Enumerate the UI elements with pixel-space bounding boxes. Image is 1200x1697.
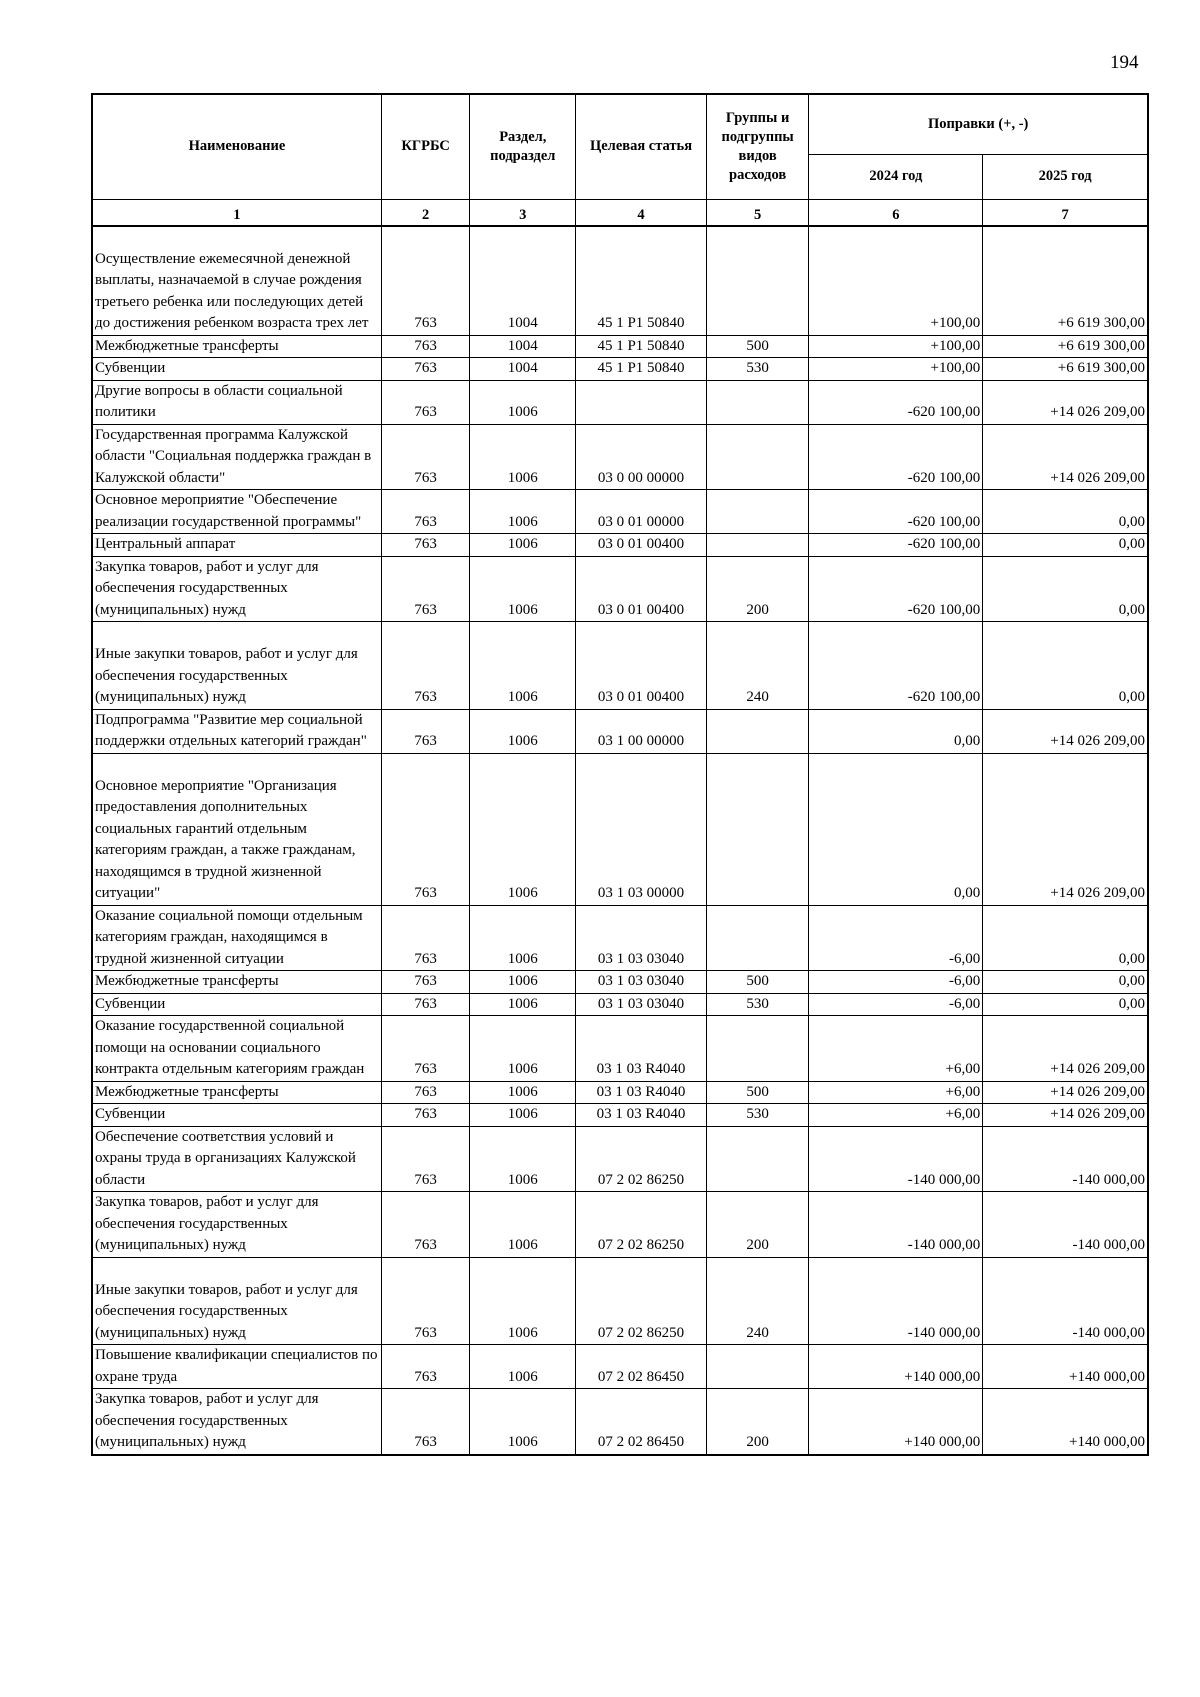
column-number: 1	[92, 199, 381, 226]
table-row	[92, 490, 1148, 534]
row-target: 03 1 03 03040	[576, 905, 707, 971]
row-section: 1006	[470, 905, 576, 971]
row-amount-2025: +14 026 209,00	[983, 1104, 1148, 1127]
row-target: 45 1 Р1 50840	[576, 358, 707, 381]
row-group	[706, 1016, 809, 1082]
row-section: 1006	[470, 1016, 576, 1082]
row-section: 1006	[470, 1257, 576, 1345]
budget-table	[91, 93, 1149, 1456]
table-header	[92, 94, 1148, 226]
row-group	[706, 424, 809, 490]
row-amount-2024: +6,00	[809, 1081, 983, 1104]
row-amount-2024: +140 000,00	[809, 1389, 983, 1455]
row-section: 1006	[470, 424, 576, 490]
header-year-2025: 2025 год	[983, 154, 1148, 199]
row-amount-2024: +6,00	[809, 1104, 983, 1127]
row-group: 530	[706, 993, 809, 1016]
row-amount-2025: 0,00	[983, 971, 1148, 994]
row-section: 1006	[470, 993, 576, 1016]
row-target: 03 1 03 R4040	[576, 1081, 707, 1104]
header-groups: Группы и подгруппы видов расходов	[706, 94, 809, 199]
column-numbers-row	[92, 199, 1148, 226]
header-amendments: Поправки (+, -)	[809, 94, 1148, 154]
row-target: 03 0 01 00400	[576, 534, 707, 557]
table-row	[92, 358, 1148, 381]
column-number: 5	[706, 199, 809, 226]
row-group: 240	[706, 622, 809, 710]
row-amount-2025: -140 000,00	[983, 1126, 1148, 1192]
table-row	[92, 971, 1148, 994]
row-kgrbs: 763	[381, 709, 470, 753]
row-amount-2025: +14 026 209,00	[983, 709, 1148, 753]
row-target: 07 2 02 86250	[576, 1192, 707, 1258]
header-target: Целевая статья	[576, 94, 707, 199]
row-section: 1006	[470, 971, 576, 994]
row-amount-2025: 0,00	[983, 556, 1148, 622]
row-name: Основное мероприятие "Организация предоставления дополнительных социальных гарантий отдельным категориям граждан, а также гражданам, находящимся в трудной жизненной ситуации"	[92, 753, 381, 905]
row-name: Основное мероприятие "Обеспечение реализации государственной программы"	[92, 490, 381, 534]
row-amount-2024: +100,00	[809, 358, 983, 381]
row-amount-2025: +14 026 209,00	[983, 380, 1148, 424]
row-section: 1006	[470, 753, 576, 905]
table-row	[92, 1126, 1148, 1192]
row-amount-2025: 0,00	[983, 905, 1148, 971]
column-number: 3	[470, 199, 576, 226]
row-section: 1006	[470, 534, 576, 557]
row-kgrbs: 763	[381, 753, 470, 905]
row-group	[706, 380, 809, 424]
table-row	[92, 556, 1148, 622]
row-amount-2024: -620 100,00	[809, 534, 983, 557]
row-section: 1006	[470, 1081, 576, 1104]
column-number: 4	[576, 199, 707, 226]
row-target: 07 2 02 86450	[576, 1345, 707, 1389]
row-amount-2025: +140 000,00	[983, 1345, 1148, 1389]
row-kgrbs: 763	[381, 622, 470, 710]
row-amount-2024: -6,00	[809, 971, 983, 994]
row-kgrbs: 763	[381, 905, 470, 971]
row-target: 07 2 02 86250	[576, 1257, 707, 1345]
row-amount-2025: -140 000,00	[983, 1192, 1148, 1258]
row-target: 03 0 01 00000	[576, 490, 707, 534]
row-target: 03 1 03 03040	[576, 993, 707, 1016]
row-amount-2025: +140 000,00	[983, 1389, 1148, 1455]
row-target	[576, 380, 707, 424]
table-row	[92, 335, 1148, 358]
row-section: 1006	[470, 380, 576, 424]
row-amount-2025: +6 619 300,00	[983, 358, 1148, 381]
row-group: 500	[706, 971, 809, 994]
row-target: 07 2 02 86450	[576, 1389, 707, 1455]
row-name: Закупка товаров, работ и услуг для обеспечения государственных (муниципальных) нужд	[92, 556, 381, 622]
row-name: Закупка товаров, работ и услуг для обеспечения государственных (муниципальных) нужд	[92, 1192, 381, 1258]
row-target: 03 1 03 00000	[576, 753, 707, 905]
table-row	[92, 1389, 1148, 1455]
row-target: 03 1 03 03040	[576, 971, 707, 994]
row-section: 1006	[470, 556, 576, 622]
table-row	[92, 1081, 1148, 1104]
table-row	[92, 1192, 1148, 1258]
table-row	[92, 905, 1148, 971]
column-number: 7	[983, 199, 1148, 226]
row-kgrbs: 763	[381, 380, 470, 424]
row-kgrbs: 763	[381, 335, 470, 358]
row-amount-2024: -140 000,00	[809, 1192, 983, 1258]
row-amount-2025: +14 026 209,00	[983, 424, 1148, 490]
row-amount-2024: -620 100,00	[809, 424, 983, 490]
row-kgrbs: 763	[381, 1389, 470, 1455]
row-amount-2025: +6 619 300,00	[983, 226, 1148, 336]
table-body	[92, 226, 1148, 1455]
table-row	[92, 1016, 1148, 1082]
row-group	[706, 905, 809, 971]
row-group	[706, 709, 809, 753]
row-group: 530	[706, 1104, 809, 1127]
row-name: Закупка товаров, работ и услуг для обеспечения государственных (муниципальных) нужд	[92, 1389, 381, 1455]
row-kgrbs: 763	[381, 971, 470, 994]
row-kgrbs: 763	[381, 993, 470, 1016]
header-kgrbs: КГРБС	[381, 94, 470, 199]
row-name: Оказание социальной помощи отдельным категориям граждан, находящимся в трудной жизненной ситуации	[92, 905, 381, 971]
row-name: Обеспечение соответствия условий и охраны труда в организациях Калужской области	[92, 1126, 381, 1192]
row-kgrbs: 763	[381, 1257, 470, 1345]
row-kgrbs: 763	[381, 556, 470, 622]
table-row	[92, 753, 1148, 905]
table-row	[92, 622, 1148, 710]
row-amount-2025: +14 026 209,00	[983, 1081, 1148, 1104]
table-row	[92, 380, 1148, 424]
row-group: 200	[706, 556, 809, 622]
row-amount-2024: -6,00	[809, 993, 983, 1016]
row-amount-2025: 0,00	[983, 993, 1148, 1016]
row-section: 1004	[470, 335, 576, 358]
row-kgrbs: 763	[381, 226, 470, 336]
row-amount-2025: 0,00	[983, 490, 1148, 534]
row-kgrbs: 763	[381, 1126, 470, 1192]
table-row	[92, 534, 1148, 557]
column-number: 2	[381, 199, 470, 226]
row-amount-2024: 0,00	[809, 753, 983, 905]
row-group	[706, 490, 809, 534]
row-target: 03 1 03 R4040	[576, 1016, 707, 1082]
row-group	[706, 1345, 809, 1389]
row-name: Повышение квалификации специалистов по охране труда	[92, 1345, 381, 1389]
row-target: 03 0 00 00000	[576, 424, 707, 490]
row-group: 530	[706, 358, 809, 381]
page-number: 194	[1110, 52, 1139, 73]
row-amount-2025: 0,00	[983, 622, 1148, 710]
row-name: Субвенции	[92, 1104, 381, 1127]
row-group: 200	[706, 1192, 809, 1258]
row-kgrbs: 763	[381, 1016, 470, 1082]
row-target: 03 1 03 R4040	[576, 1104, 707, 1127]
row-name: Иные закупки товаров, работ и услуг для обеспечения государственных (муниципальных) нужд	[92, 622, 381, 710]
row-amount-2024: -140 000,00	[809, 1257, 983, 1345]
row-name: Межбюджетные трансферты	[92, 1081, 381, 1104]
row-amount-2024: +100,00	[809, 335, 983, 358]
row-kgrbs: 763	[381, 358, 470, 381]
row-amount-2024: -140 000,00	[809, 1126, 983, 1192]
row-amount-2025: +6 619 300,00	[983, 335, 1148, 358]
row-kgrbs: 763	[381, 490, 470, 534]
row-amount-2024: +6,00	[809, 1016, 983, 1082]
row-name: Межбюджетные трансферты	[92, 335, 381, 358]
row-section: 1004	[470, 358, 576, 381]
row-kgrbs: 763	[381, 1104, 470, 1127]
row-name: Субвенции	[92, 358, 381, 381]
row-section: 1006	[470, 1192, 576, 1258]
row-target: 45 1 Р1 50840	[576, 335, 707, 358]
table-row	[92, 226, 1148, 336]
table-row	[92, 424, 1148, 490]
table-row	[92, 1257, 1148, 1345]
table-row	[92, 1104, 1148, 1127]
row-amount-2024: -620 100,00	[809, 380, 983, 424]
row-group	[706, 534, 809, 557]
row-amount-2024: 0,00	[809, 709, 983, 753]
row-section: 1006	[470, 490, 576, 534]
row-name: Государственная программа Калужской области "Социальная поддержка граждан в Калужской области"	[92, 424, 381, 490]
row-kgrbs: 763	[381, 1081, 470, 1104]
row-kgrbs: 763	[381, 1345, 470, 1389]
row-section: 1004	[470, 226, 576, 336]
row-section: 1006	[470, 709, 576, 753]
row-section: 1006	[470, 622, 576, 710]
row-group: 240	[706, 1257, 809, 1345]
table-row	[92, 993, 1148, 1016]
row-name: Субвенции	[92, 993, 381, 1016]
row-amount-2024: -620 100,00	[809, 490, 983, 534]
column-number: 6	[809, 199, 983, 226]
row-amount-2025: 0,00	[983, 534, 1148, 557]
row-amount-2024: +140 000,00	[809, 1345, 983, 1389]
row-section: 1006	[470, 1389, 576, 1455]
row-group: 500	[706, 335, 809, 358]
header-name: Наименование	[92, 94, 381, 199]
table-row	[92, 1345, 1148, 1389]
row-amount-2025: +14 026 209,00	[983, 753, 1148, 905]
row-amount-2024: -620 100,00	[809, 556, 983, 622]
row-name: Оказание государственной социальной помощи на основании социального контракта отдельным категориям граждан	[92, 1016, 381, 1082]
row-target: 45 1 Р1 50840	[576, 226, 707, 336]
row-amount-2024: +100,00	[809, 226, 983, 336]
row-name: Другие вопросы в области социальной политики	[92, 380, 381, 424]
row-amount-2024: -6,00	[809, 905, 983, 971]
row-group	[706, 753, 809, 905]
table-row	[92, 709, 1148, 753]
row-target: 03 1 00 00000	[576, 709, 707, 753]
row-target: 03 0 01 00400	[576, 556, 707, 622]
row-group: 200	[706, 1389, 809, 1455]
row-group	[706, 1126, 809, 1192]
row-section: 1006	[470, 1104, 576, 1127]
row-kgrbs: 763	[381, 534, 470, 557]
row-amount-2024: -620 100,00	[809, 622, 983, 710]
header-section: Раздел, подраздел	[470, 94, 576, 199]
row-group	[706, 226, 809, 336]
row-target: 03 0 01 00400	[576, 622, 707, 710]
row-amount-2025: +14 026 209,00	[983, 1016, 1148, 1082]
row-group: 500	[706, 1081, 809, 1104]
row-kgrbs: 763	[381, 1192, 470, 1258]
row-amount-2025: -140 000,00	[983, 1257, 1148, 1345]
row-name: Межбюджетные трансферты	[92, 971, 381, 994]
row-section: 1006	[470, 1126, 576, 1192]
header-year-2024: 2024 год	[809, 154, 983, 199]
row-name: Центральный аппарат	[92, 534, 381, 557]
row-section: 1006	[470, 1345, 576, 1389]
row-name: Осуществление ежемесячной денежной выплаты, назначаемой в случае рождения третьего ребенка или последующих детей до достижения ребенком возраста трех лет	[92, 226, 381, 336]
row-kgrbs: 763	[381, 424, 470, 490]
row-target: 07 2 02 86250	[576, 1126, 707, 1192]
row-name: Иные закупки товаров, работ и услуг для обеспечения государственных (муниципальных) нужд	[92, 1257, 381, 1345]
row-name: Подпрограмма "Развитие мер социальной поддержки отдельных категорий граждан"	[92, 709, 381, 753]
